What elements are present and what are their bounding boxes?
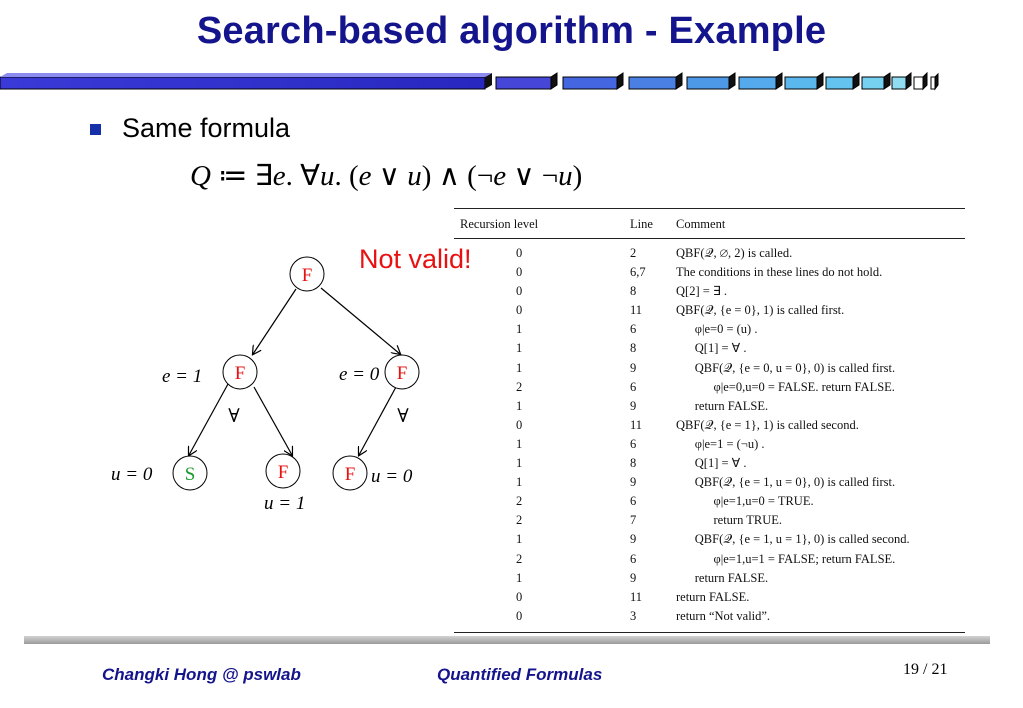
table-row [454, 320, 965, 339]
table-row [454, 473, 965, 492]
cell-comment: Q[2] = ∃ . [676, 284, 728, 299]
cell-level: 1 [516, 398, 523, 413]
cell-comment: QBF(𝒬, {e = 1, u = 1}, 0) is called second. [676, 532, 910, 547]
node-right-label: F [396, 363, 408, 384]
edge-root-right [321, 288, 400, 354]
header-comment: Comment [676, 217, 726, 231]
bullet-text: Same formula [122, 113, 291, 143]
table-row [454, 550, 965, 569]
table-row [454, 511, 965, 530]
table-body [454, 239, 965, 633]
footer-divider [24, 636, 990, 644]
cell-level: 1 [516, 532, 523, 547]
cell-level: 1 [516, 360, 523, 375]
cell-line: 9 [630, 398, 637, 413]
edge-label-u0-left: u = 0 [111, 464, 153, 485]
table-row [454, 607, 965, 633]
cell-comment: The conditions in these lines do not hold. [676, 265, 883, 280]
table-row [454, 239, 965, 264]
table-row [454, 359, 965, 378]
cell-comment: QBF(𝒬, {e = 0, u = 0}, 0) is called first. [676, 360, 896, 375]
table-row [454, 301, 965, 320]
edge-label-u0-right: u = 0 [371, 466, 413, 487]
table-row [454, 492, 965, 511]
table-row [454, 454, 965, 473]
quantifier-right: ∀ [397, 405, 409, 427]
cell-comment: φ|e=1,u=0 = TRUE. [676, 494, 814, 509]
cell-line: 3 [630, 608, 637, 623]
cell-level: 1 [516, 322, 523, 337]
node-left-label: F [234, 363, 246, 384]
leaf-f-mid-label: F [277, 462, 289, 483]
cell-comment: φ|e=0,u=0 = FALSE. return FALSE. [676, 379, 895, 394]
cell-level: 1 [516, 436, 523, 451]
edge-label-e0: e = 0 [339, 364, 380, 385]
cell-line: 6 [630, 551, 637, 566]
cell-level: 1 [516, 475, 523, 490]
formula: Q ≔ ∃e. ∀u. (e ∨ u) ∧ (¬e ∨ ¬u) [190, 160, 583, 192]
recursion-table [454, 208, 965, 633]
cell-comment: return TRUE. [676, 513, 783, 528]
cell-comment: QBF(𝒬, {e = 1, u = 0}, 0) is called first. [676, 475, 896, 490]
cell-level: 1 [516, 341, 523, 356]
cell-level: 0 [516, 303, 523, 318]
cell-line: 6,7 [630, 265, 646, 280]
cell-line: 11 [630, 303, 643, 318]
table-header-row [454, 209, 965, 239]
table-row [454, 378, 965, 397]
header-line: Line [630, 217, 653, 231]
cell-comment: return “Not valid”. [676, 608, 771, 623]
cell-comment: QBF(𝒬, {e = 0}, 1) is called first. [676, 303, 845, 318]
cell-line: 9 [630, 475, 637, 490]
table-row [454, 569, 965, 588]
table-row [454, 435, 965, 454]
cell-line: 7 [630, 513, 637, 528]
bullet-marker [90, 124, 101, 135]
cell-line: 2 [630, 246, 637, 260]
cell-level: 2 [516, 551, 523, 566]
table-row [454, 588, 965, 607]
footer-topic: Quantified Formulas [437, 665, 603, 684]
cell-line: 6 [630, 379, 637, 394]
edge-label-e1: e = 1 [162, 366, 203, 387]
cell-line: 9 [630, 570, 637, 585]
cell-line: 8 [630, 341, 637, 356]
cell-comment: φ|e=1 = (¬u) . [676, 436, 765, 451]
cell-level: 0 [516, 417, 523, 432]
leaf-s-label: S [184, 464, 196, 485]
cell-level: 1 [516, 570, 523, 585]
cell-level: 0 [516, 589, 523, 604]
cell-level: 0 [516, 246, 523, 260]
edge-left-s [189, 384, 228, 455]
node-root-label: F [301, 265, 313, 286]
cell-line: 6 [630, 436, 637, 451]
cell-comment: return FALSE. [676, 589, 750, 604]
cell-comment: Q[1] = ∀ . [676, 341, 747, 356]
edge-root-left [253, 289, 296, 354]
table-row [454, 263, 965, 282]
cell-line: 11 [630, 589, 643, 604]
quantifier-left: ∀ [228, 405, 240, 427]
footer-author: Changki Hong @ pswlab [102, 665, 301, 684]
cell-line: 9 [630, 360, 637, 375]
cell-comment: QBF(𝒬, ∅, 2) is called. [676, 246, 793, 260]
header-recursion-level: Recursion level [460, 217, 539, 231]
decorative-bar [0, 72, 1023, 96]
cell-level: 0 [516, 265, 523, 280]
edge-right-f [359, 387, 396, 455]
cell-line: 6 [630, 494, 637, 509]
cell-comment: φ|e=1,u=1 = FALSE; return FALSE. [676, 551, 896, 566]
cell-comment: return FALSE. [676, 570, 769, 585]
cell-level: 2 [516, 513, 523, 528]
table-row [454, 416, 965, 435]
cell-level: 2 [516, 379, 523, 394]
table-row [454, 339, 965, 358]
cell-level: 2 [516, 494, 523, 509]
cell-level: 0 [516, 608, 523, 623]
leaf-f-right-label: F [344, 464, 356, 485]
cell-line: 6 [630, 322, 637, 337]
cell-line: 8 [630, 284, 637, 299]
slide-title: Search-based algorithm - Example [196, 10, 827, 52]
table-row [454, 282, 965, 301]
not-valid-label: Not valid! [359, 244, 472, 274]
cell-comment: QBF(𝒬, {e = 1}, 1) is called second. [676, 417, 859, 432]
cell-level: 1 [516, 456, 523, 471]
page-number: 19 / 21 [903, 661, 948, 678]
cell-line: 11 [630, 417, 643, 432]
edge-left-f [254, 387, 292, 455]
edge-label-u1: u = 1 [264, 493, 306, 514]
cell-line: 8 [630, 456, 637, 471]
search-tree [100, 240, 430, 520]
cell-comment: return FALSE. [676, 398, 769, 413]
cell-comment: Q[1] = ∀ . [676, 456, 747, 471]
cell-comment: φ|e=0 = (u) . [676, 322, 758, 337]
table-row [454, 530, 965, 549]
table-row [454, 397, 965, 416]
cell-line: 9 [630, 532, 637, 547]
cell-level: 0 [516, 284, 523, 299]
